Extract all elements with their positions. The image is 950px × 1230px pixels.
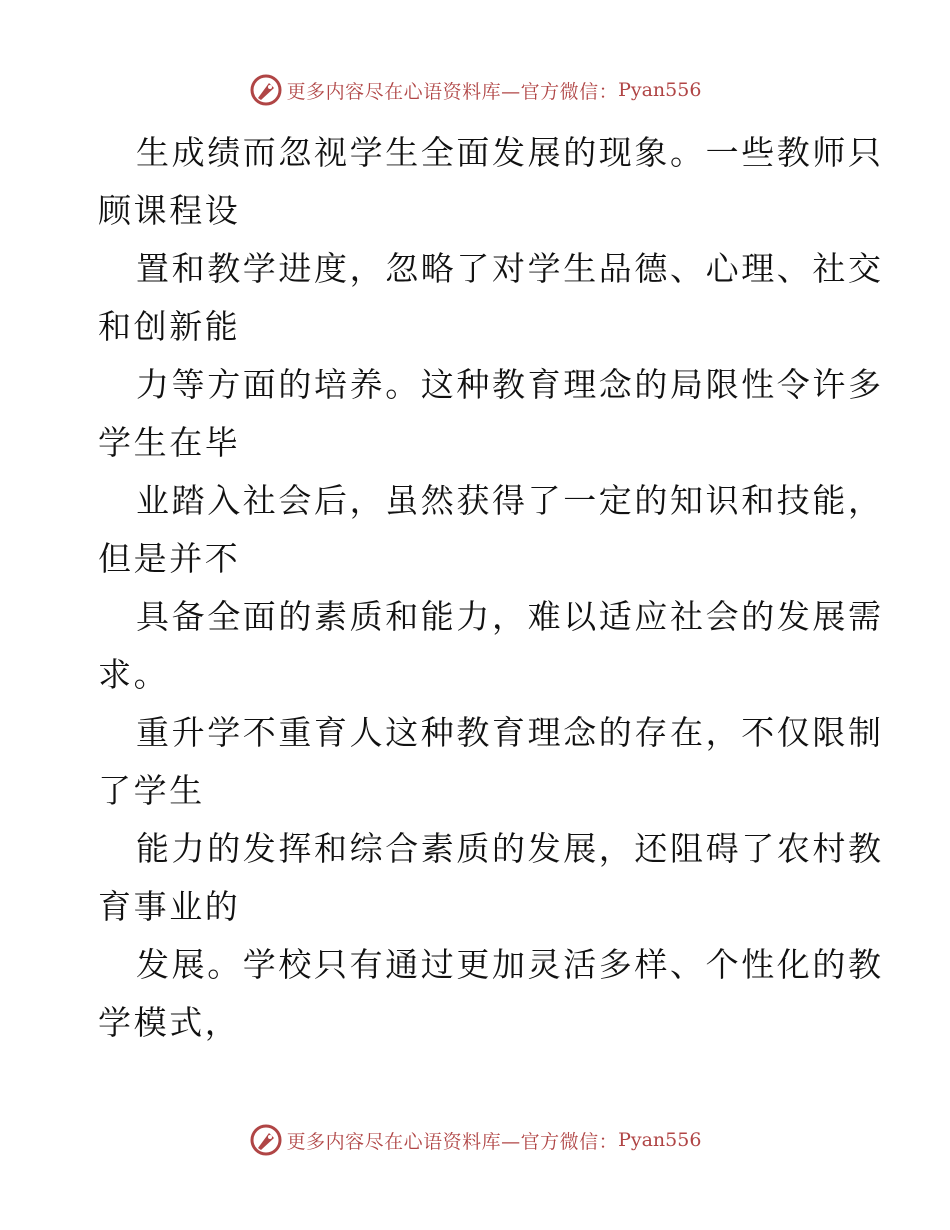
pen-nib-logo-icon xyxy=(249,73,283,107)
body-text-line: 育事业的 xyxy=(98,887,241,926)
body-text-line: 发展。学校只有通过更加灵活多样、个性化的教 xyxy=(136,945,884,984)
body-text-line: 力等方面的培养。这种教育理念的局限性令许多 xyxy=(136,365,884,404)
watermark-contact: Pyan556 xyxy=(618,79,702,101)
watermark-text: 更多内容尽在心语资料库—官方微信： xyxy=(286,80,619,103)
body-text-line: 和创新能 xyxy=(98,307,241,346)
document-body xyxy=(98,124,884,1052)
watermark-contact: Pyan556 xyxy=(618,1129,702,1151)
pen-nib-logo-icon xyxy=(249,1123,283,1157)
body-text-line: 了学生 xyxy=(98,771,205,810)
body-text-line: 但是并不 xyxy=(98,539,241,578)
watermark-text: 更多内容尽在心语资料库—官方微信： xyxy=(286,1130,619,1153)
body-text-line: 能力的发挥和综合素质的发展，还阻碍了农村教 xyxy=(136,829,884,868)
header-watermark-banner xyxy=(0,72,950,108)
body-text-line: 求。 xyxy=(98,655,170,694)
body-text-line: 具备全面的素质和能力，难以适应社会的发展需 xyxy=(136,597,884,636)
body-text-line: 置和教学进度，忽略了对学生品德、心理、社交 xyxy=(136,249,884,288)
body-text-line: 学模式， xyxy=(98,1003,241,1042)
body-text-line: 重升学不重育人这种教育理念的存在，不仅限制 xyxy=(136,713,884,752)
footer-watermark-banner xyxy=(0,1122,950,1158)
body-text-line: 学生在毕 xyxy=(98,423,241,462)
body-text-line: 顾课程设 xyxy=(98,191,241,230)
body-text-line: 业踏入社会后，虽然获得了一定的知识和技能， xyxy=(136,481,884,520)
body-text-line: 生成绩而忽视学生全面发展的现象。一些教师只 xyxy=(136,133,884,172)
